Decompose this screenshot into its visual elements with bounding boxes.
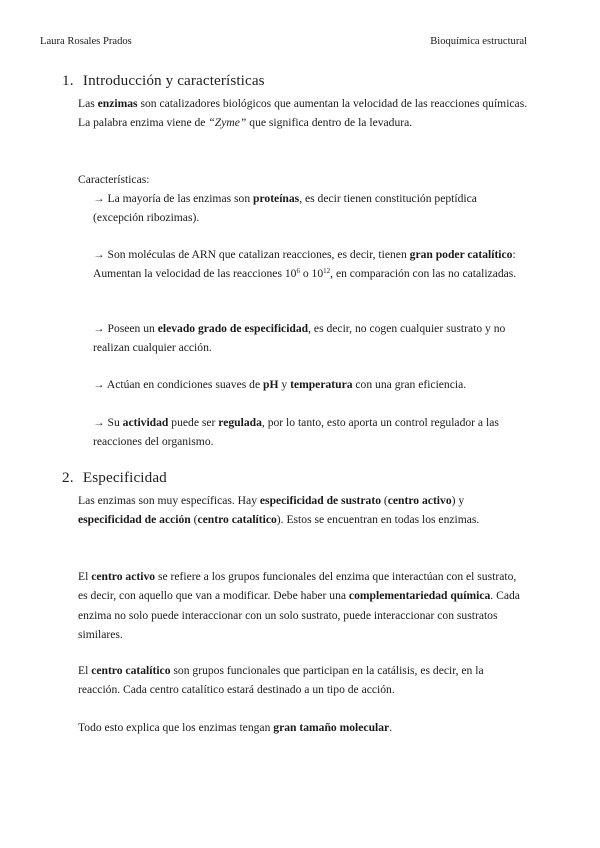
text-run: Todo esto explica que los enzimas tengan	[78, 721, 274, 734]
bullet-item-5	[93, 413, 528, 452]
specificity-paragraph-3	[78, 661, 528, 700]
section-title: Introducción y características	[82, 72, 265, 89]
bold-term: especificidad de sustrato	[259, 494, 381, 507]
text-run: con una gran eficiencia.	[352, 378, 467, 391]
bold-term: regulada	[218, 416, 262, 429]
text-run: (	[381, 494, 388, 507]
bold-term: proteínas	[253, 192, 300, 205]
text-run: → Poseen un	[93, 322, 158, 335]
text-run: → La mayoría de las enzimas son	[93, 192, 254, 205]
bold-term: pH	[263, 378, 279, 391]
text-run: El	[78, 570, 92, 583]
bold-term: centro activo	[91, 570, 156, 583]
text-run: son catalizadores biológicos que aumentan la velocidad de las reacciones químicas. La palabra enzima viene de	[78, 97, 528, 130]
bold-term: gran tamaño molecular	[273, 721, 390, 734]
bold-term: especificidad de acción	[78, 513, 191, 527]
bold-term: enzimas	[97, 97, 138, 110]
text-run: y	[278, 378, 291, 391]
text-run: . Cada enzima no solo puede interaccionar con un solo sustrato, puede interaccionar con sustratos similares.	[78, 589, 520, 641]
text-run: , es decir tienen constitución peptídica (excepción ribozimas).	[93, 192, 477, 225]
text-run: o 10	[299, 267, 324, 281]
text-run: : Aumentan la velocidad de las reacciones 10	[93, 248, 516, 281]
bold-term: centro catalítico	[197, 513, 277, 527]
text-run: se refiere a los grupos funcionales del enzima que interactúan con el sustrato, es decir, con aquello que van a modificar. Debe haber una	[78, 570, 517, 603]
bullet-item-1	[93, 189, 528, 228]
section-title: Especificidad	[82, 469, 167, 486]
text-run: El	[78, 664, 92, 677]
bold-term: actividad	[122, 416, 169, 429]
bold-term: centro activo	[387, 494, 452, 507]
section-number: 1.	[62, 72, 74, 89]
bullet-item-2	[93, 245, 528, 284]
specificity-paragraph-4	[78, 718, 528, 737]
text-run: puede ser	[168, 416, 219, 429]
bold-term: gran poder catalítico	[409, 248, 513, 261]
text-run: .	[389, 721, 393, 734]
text-run: (	[190, 513, 198, 527]
bold-term: centro catalítico	[91, 664, 171, 677]
bold-term: complementariedad química	[348, 589, 491, 603]
bold-term: elevado grado de especificidad	[157, 322, 309, 335]
bullet-item-4	[93, 375, 528, 394]
text-run: Las	[78, 97, 98, 110]
text-run: , en comparación con las no catalizadas.	[330, 267, 517, 281]
characteristics-label: Características:	[78, 173, 150, 186]
text-run: , es decir, no cogen cualquier sustrato y no realizan cualquier acción.	[93, 322, 506, 355]
page-header	[40, 36, 527, 47]
bullet-item-3	[93, 319, 528, 358]
text-run: son grupos funcionales que participan en la catálisis, es decir, en la reacción. Cada centro catalítico estará destinado a un tipo de acción.	[78, 664, 484, 697]
header-author: Laura Rosales Prados	[40, 36, 132, 47]
section-heading-2	[62, 469, 167, 487]
text-run: ). Estos se encuentran en todas los enzimas.	[276, 513, 480, 527]
italic-term: “Zyme”	[208, 116, 247, 130]
text-run: Las enzimas son muy específicas. Hay	[78, 494, 260, 507]
superscript: 6	[296, 267, 300, 276]
text-run: , por lo tanto, esto aporta un control regulador a las reacciones del organismo.	[93, 416, 499, 449]
specificity-paragraph-1	[78, 491, 528, 530]
header-subject: Bioquímica estructural	[430, 36, 527, 47]
text-run: → Su	[93, 416, 123, 429]
specificity-paragraph-2	[78, 567, 528, 644]
section-heading-1	[62, 72, 265, 90]
superscript: 12	[323, 267, 331, 276]
text-run: que significa dentro de la levadura.	[246, 116, 413, 130]
section-number: 2.	[62, 469, 74, 486]
text-run: ) y	[451, 494, 465, 507]
text-run: → Actúan en condiciones suaves de	[93, 378, 263, 391]
bold-term: temperatura	[290, 378, 353, 391]
intro-paragraph	[78, 94, 528, 133]
text-run: → Son moléculas de ARN que catalizan reacciones, es decir, tienen	[93, 248, 410, 261]
